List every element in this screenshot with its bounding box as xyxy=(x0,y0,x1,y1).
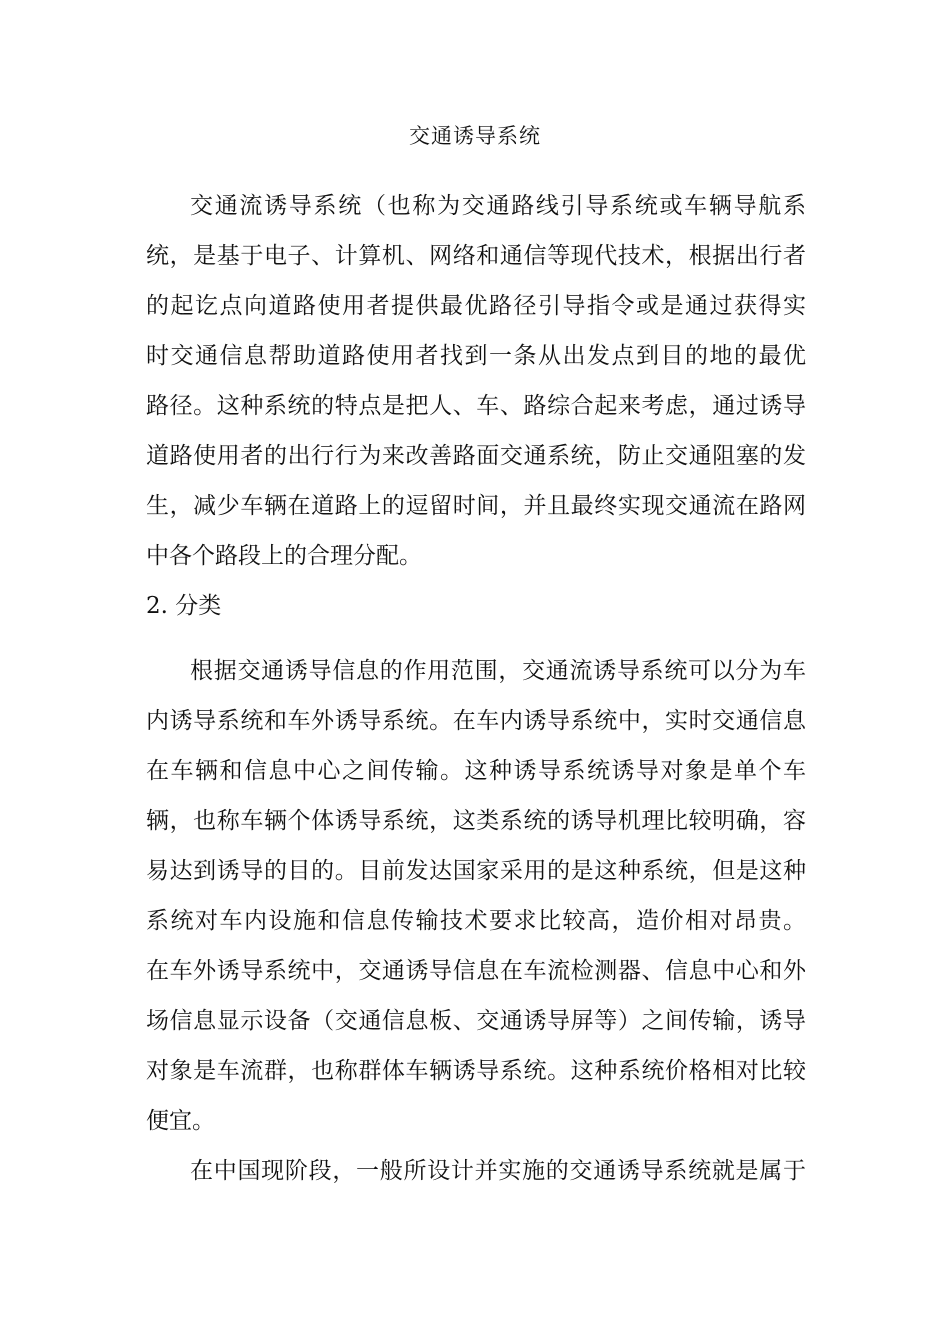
paragraph-1-line-2: 统，是基于电子、计算机、网络和通信等现代技术，根据出行者 xyxy=(146,243,806,269)
document-title: 交通诱导系统 xyxy=(409,124,541,148)
paragraph-1-line-5: 路径。这种系统的特点是把人、车、路综合起来考虑，通过诱导 xyxy=(146,393,806,419)
paragraph-1-line-4: 时交通信息帮助道路使用者找到一条从出发点到目的地的最优 xyxy=(146,343,806,369)
paragraph-2-line-7: 在车外诱导系统中，交通诱导信息在车流检测器、信息中心和外 xyxy=(146,958,806,984)
paragraph-1-line-1: 交通流诱导系统（也称为交通路线引导系统或车辆导航系 xyxy=(190,193,806,219)
paragraph-2-line-9: 对象是车流群，也称群体车辆诱导系统。这种系统价格相对比较 xyxy=(146,1058,806,1084)
paragraph-2-line-6: 系统对车内设施和信息传输技术要求比较高，造价相对昂贵。 xyxy=(146,908,806,934)
paragraph-2-line-5: 易达到诱导的目的。目前发达国家采用的是这种系统，但是这种 xyxy=(146,858,806,884)
paragraph-2-line-4: 辆，也称车辆个体诱导系统，这类系统的诱导机理比较明确，容 xyxy=(146,808,806,834)
paragraph-1-line-8: 中各个路段上的合理分配。 xyxy=(146,543,422,569)
paragraph-2-line-10: 便宜。 xyxy=(146,1108,215,1134)
paragraph-2-line-8: 场信息显示设备（交通信息板、交通诱导屏等）之间传输，诱导 xyxy=(146,1008,806,1034)
paragraph-1-line-7: 生，减少车辆在道路上的逗留时间，并且最终实现交通流在路网 xyxy=(146,493,806,519)
paragraph-1-line-6: 道路使用者的出行行为来改善路面交通系统，防止交通阻塞的发 xyxy=(146,443,806,469)
paragraph-1-line-3: 的起讫点向道路使用者提供最优路径引导指令或是通过获得实 xyxy=(146,293,806,319)
paragraph-2-line-3: 在车辆和信息中心之间传输。这种诱导系统诱导对象是单个车 xyxy=(146,758,806,784)
section-heading: 2. 分类 xyxy=(146,593,222,619)
paragraph-3-line-1: 在中国现阶段，一般所设计并实施的交通诱导系统就是属于 xyxy=(190,1158,806,1184)
paragraph-2-line-2: 内诱导系统和车外诱导系统。在车内诱导系统中，实时交通信息 xyxy=(146,708,806,734)
paragraph-2-line-1: 根据交通诱导信息的作用范围，交通流诱导系统可以分为车 xyxy=(190,658,806,684)
